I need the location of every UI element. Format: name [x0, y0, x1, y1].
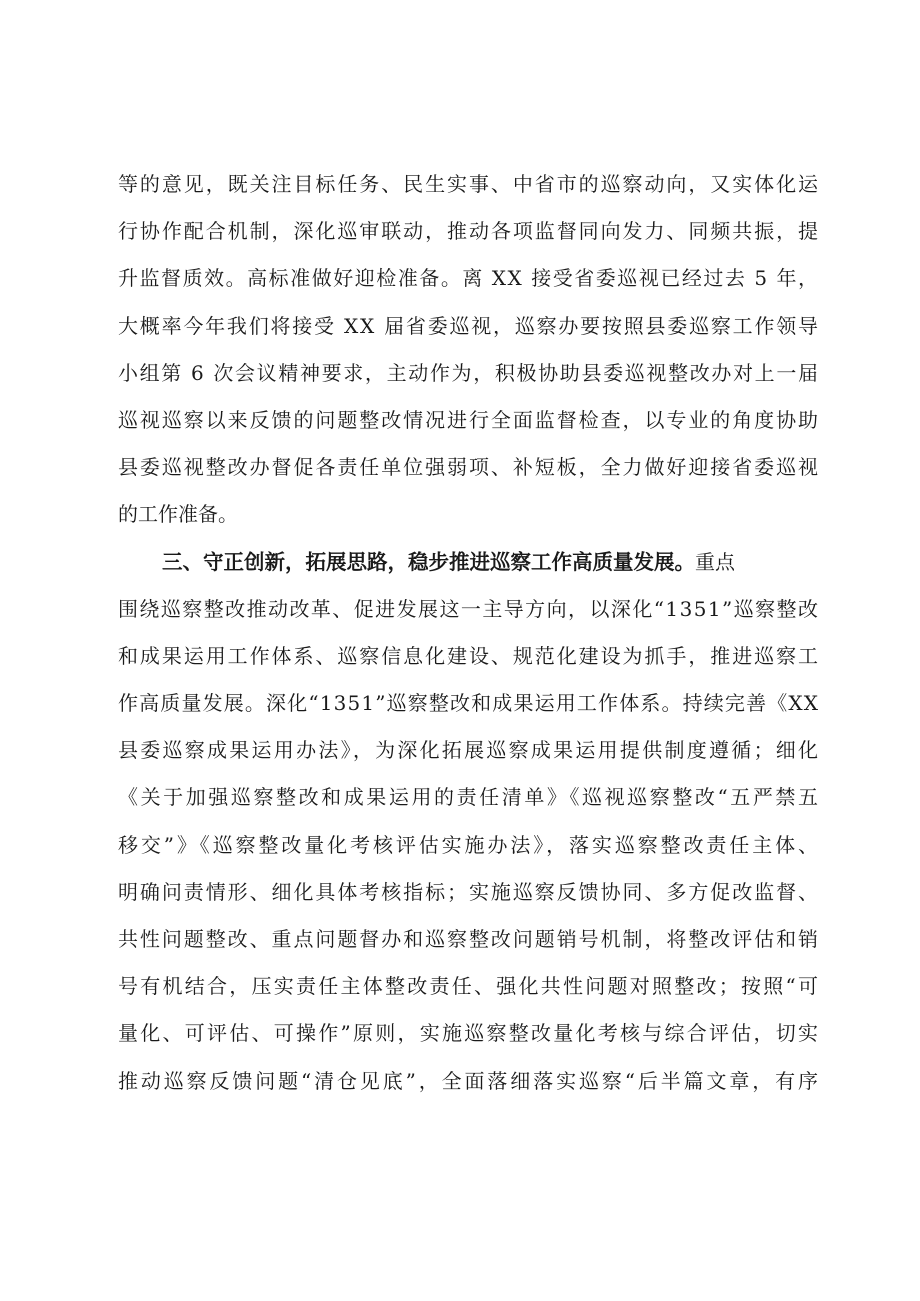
section-heading: 三、守正创新，拓展思路，稳步推进巡察工作高质量发展。: [162, 549, 695, 574]
text-line: [118, 727, 821, 774]
text-line-content: 量化、可评估、可操作”原则，实施巡察整改量化考核与综合评估，切实: [118, 1021, 821, 1046]
text-line-content: 巡视巡察以来反馈的问题整改情况进行全面监督检查，以专业的角度协助: [118, 407, 820, 432]
indent: [118, 539, 162, 586]
section-body: [118, 586, 821, 1105]
text-line: [118, 208, 818, 255]
text-line-content: 和成果运用工作体系、巡察信息化建设、规范化建设为抓手，推进巡察工: [118, 643, 820, 668]
text-line-content: 移交”》《巡察整改量化考核评估实施办法》，落实巡察整改责任主体、: [118, 832, 821, 857]
text-line-content: 围绕巡察整改推动改革、促进发展这一主导方向，以深化“1351”巡察整改: [118, 596, 820, 621]
text-line-content: 号有机结合，压实责任主体整改责任、强化共性问题对照整改；按照“可: [118, 974, 821, 999]
text-line-content: 明确问责情形、细化具体考核指标；实施巡察反馈协同、多方促改监督、: [118, 879, 820, 904]
text-line-content: 大概率今年我们将接受 XX 届省委巡视，巡察办要按照县委巡察工作领导: [118, 313, 820, 338]
text-line-content: 的工作准备。: [118, 502, 238, 527]
section-heading-line: [118, 539, 818, 586]
text-line: [118, 397, 818, 444]
text-line-content: 升监督质效。高标准做好迎检准备。离 XX 接受省委巡视已经过去 5 年，: [118, 266, 820, 291]
text-line-content: 小组第 6 次会议精神要求，主动作为，积极协助县委巡视整改办对上一届: [118, 360, 820, 385]
text-line-content: 县委巡视整改办督促各责任单位强弱项、补短板，全力做好迎接省委巡视: [118, 455, 820, 480]
text-line-content: 作高质量发展。深化“1351”巡察整改和成果运用工作体系。持续完善《XX: [118, 691, 820, 716]
text-line: [118, 1010, 821, 1057]
text-line: [118, 963, 821, 1010]
document-body: [118, 161, 821, 1105]
text-line: [118, 680, 818, 727]
text-line: [118, 255, 818, 302]
text-line-content: 推动巡察反馈问题“清仓见底”，全面落细落实巡察“后半篇文章，有序: [118, 1068, 821, 1093]
text-line-content: 等的意见，既关注目标任务、民生实事、中省市的巡察动向，又实体化运: [118, 172, 820, 196]
text-line: [118, 491, 818, 538]
text-line: [118, 444, 818, 491]
text-line-content: 行协作配合机制，深化巡审联动，推动各项监督同向发力、同频共振，提: [118, 219, 820, 244]
text-line: [118, 161, 818, 208]
text-line: [118, 869, 818, 916]
text-line: [118, 916, 818, 963]
section-body-start: 重点: [695, 549, 735, 574]
text-line: [118, 350, 818, 397]
text-line-content: 县委巡察成果运用办法》，为深化拓展巡察成果运用提供制度遵循；细化: [118, 738, 821, 763]
text-line: [118, 822, 821, 869]
text-line: [118, 774, 821, 821]
text-line-content: 《关于加强巡察整改和成果运用的责任清单》《巡视巡察整改“五严禁五: [118, 785, 821, 810]
text-line-content: 共性问题整改、重点问题督办和巡察整改问题销号机制，将整改评估和销: [118, 927, 820, 951]
text-line: [118, 633, 818, 680]
text-line: [118, 1058, 821, 1105]
text-line: [118, 303, 818, 350]
paragraph-continuation: [118, 161, 818, 539]
text-line: [118, 586, 818, 633]
